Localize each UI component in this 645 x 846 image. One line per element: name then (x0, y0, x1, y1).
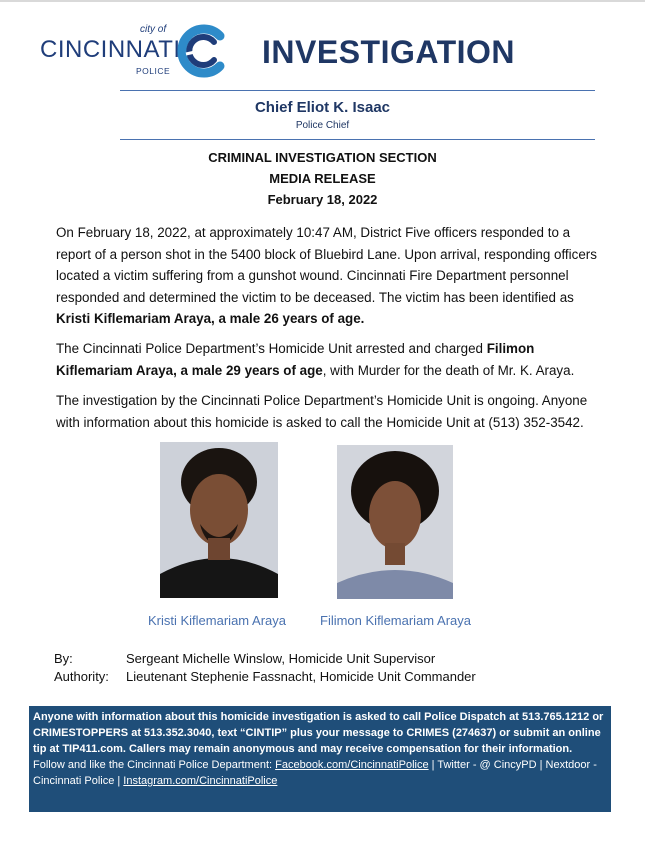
paragraph-arrest-text-b: , with Murder for the death of Mr. K. Araya. (322, 362, 575, 378)
by-label: By: (54, 651, 73, 666)
victim-photo (160, 442, 278, 598)
chief-name: Chief Eliot K. Isaac (254, 99, 391, 116)
paragraph-arrest-text-a: The Cincinnati Police Department’s Homicide Unit arrested and charged (56, 341, 487, 356)
paragraph-ongoing: The investigation by the Cincinnati Police Department’s Homicide Unit is ongoing. Anyone with information about this homicide is asked to call the Homicide Unit at (513) 352-3542. (56, 393, 588, 430)
authority-label: Authority: (54, 669, 109, 684)
release-type: MEDIA RELEASE (269, 171, 376, 186)
by-value: Sergeant Michelle Winslow, Homicide Unit Supervisor (126, 651, 436, 666)
cincinnati-police-logo (40, 22, 240, 82)
section-name: CRIMINAL INVESTIGATION SECTION (208, 150, 437, 165)
by-line (54, 651, 435, 666)
suspect-photo (337, 445, 453, 599)
tip-info-text: Anyone with information about this homicide investigation is asked to call Police Dispatch at 513.765.1212 or CRIMESTOPPERS at 513.352.3040, text “CINTIP” plus your message to CRIMES (274637) or submit an online tip at TIP411.com. Callers may remain anonymous and may receive compensation for their information. (33, 711, 604, 755)
release-date: February 18, 2022 (267, 192, 378, 207)
chief-title: Police Chief (295, 120, 350, 131)
header-rule-bottom (120, 139, 595, 140)
suspect-photo-caption: Filimon Kiflemariam Araya (320, 613, 471, 628)
logo-c-mark-icon (176, 24, 230, 78)
suspect-identity: Filimon Kiflemariam Araya, a male 29 years of age (56, 341, 535, 378)
paragraph-incident-text: On February 18, 2022, at approximately 10:47 AM, District Five officers responded to a report of a person shot in the 5400 block of Bluebird Lane. Upon arrival, responding officers located a victim suffering from a gunshot wound. Cincinnati Fire Department personnel responded and determined the victim to be deceased. The victim has been identified as (56, 225, 597, 305)
follow-prefix: Follow and like the Cincinnati Police Department: (33, 759, 276, 771)
facebook-link[interactable]: Facebook.com/CincinnatiPolice (275, 759, 429, 771)
logo-city-of: city of (140, 24, 167, 35)
paragraph-incident (56, 222, 602, 330)
tip-info-box (29, 706, 611, 812)
victim-identity: Kristi Kiflemariam Araya, a male 26 years of age. (56, 311, 365, 326)
authority-line (54, 669, 476, 684)
header-rule-top (120, 90, 595, 91)
twitter-nextdoor-text: | Twitter - @ CincyPD | Nextdoor - Cincinnati Police | (33, 759, 597, 787)
instagram-link[interactable]: Instagram.com/CincinnatiPolice (123, 775, 278, 787)
social-links-line (33, 757, 607, 789)
paragraph-arrest (56, 338, 602, 381)
authority-value: Lieutenant Stephenie Fassnacht, Homicide Unit Commander (126, 669, 476, 684)
top-border (0, 0, 645, 2)
victim-photo-caption: Kristi Kiflemariam Araya (148, 613, 286, 628)
logo-police: POLICE (136, 66, 171, 76)
document-title: INVESTIGATION (262, 34, 516, 70)
logo-city-name: CINCINNATI (40, 36, 181, 63)
